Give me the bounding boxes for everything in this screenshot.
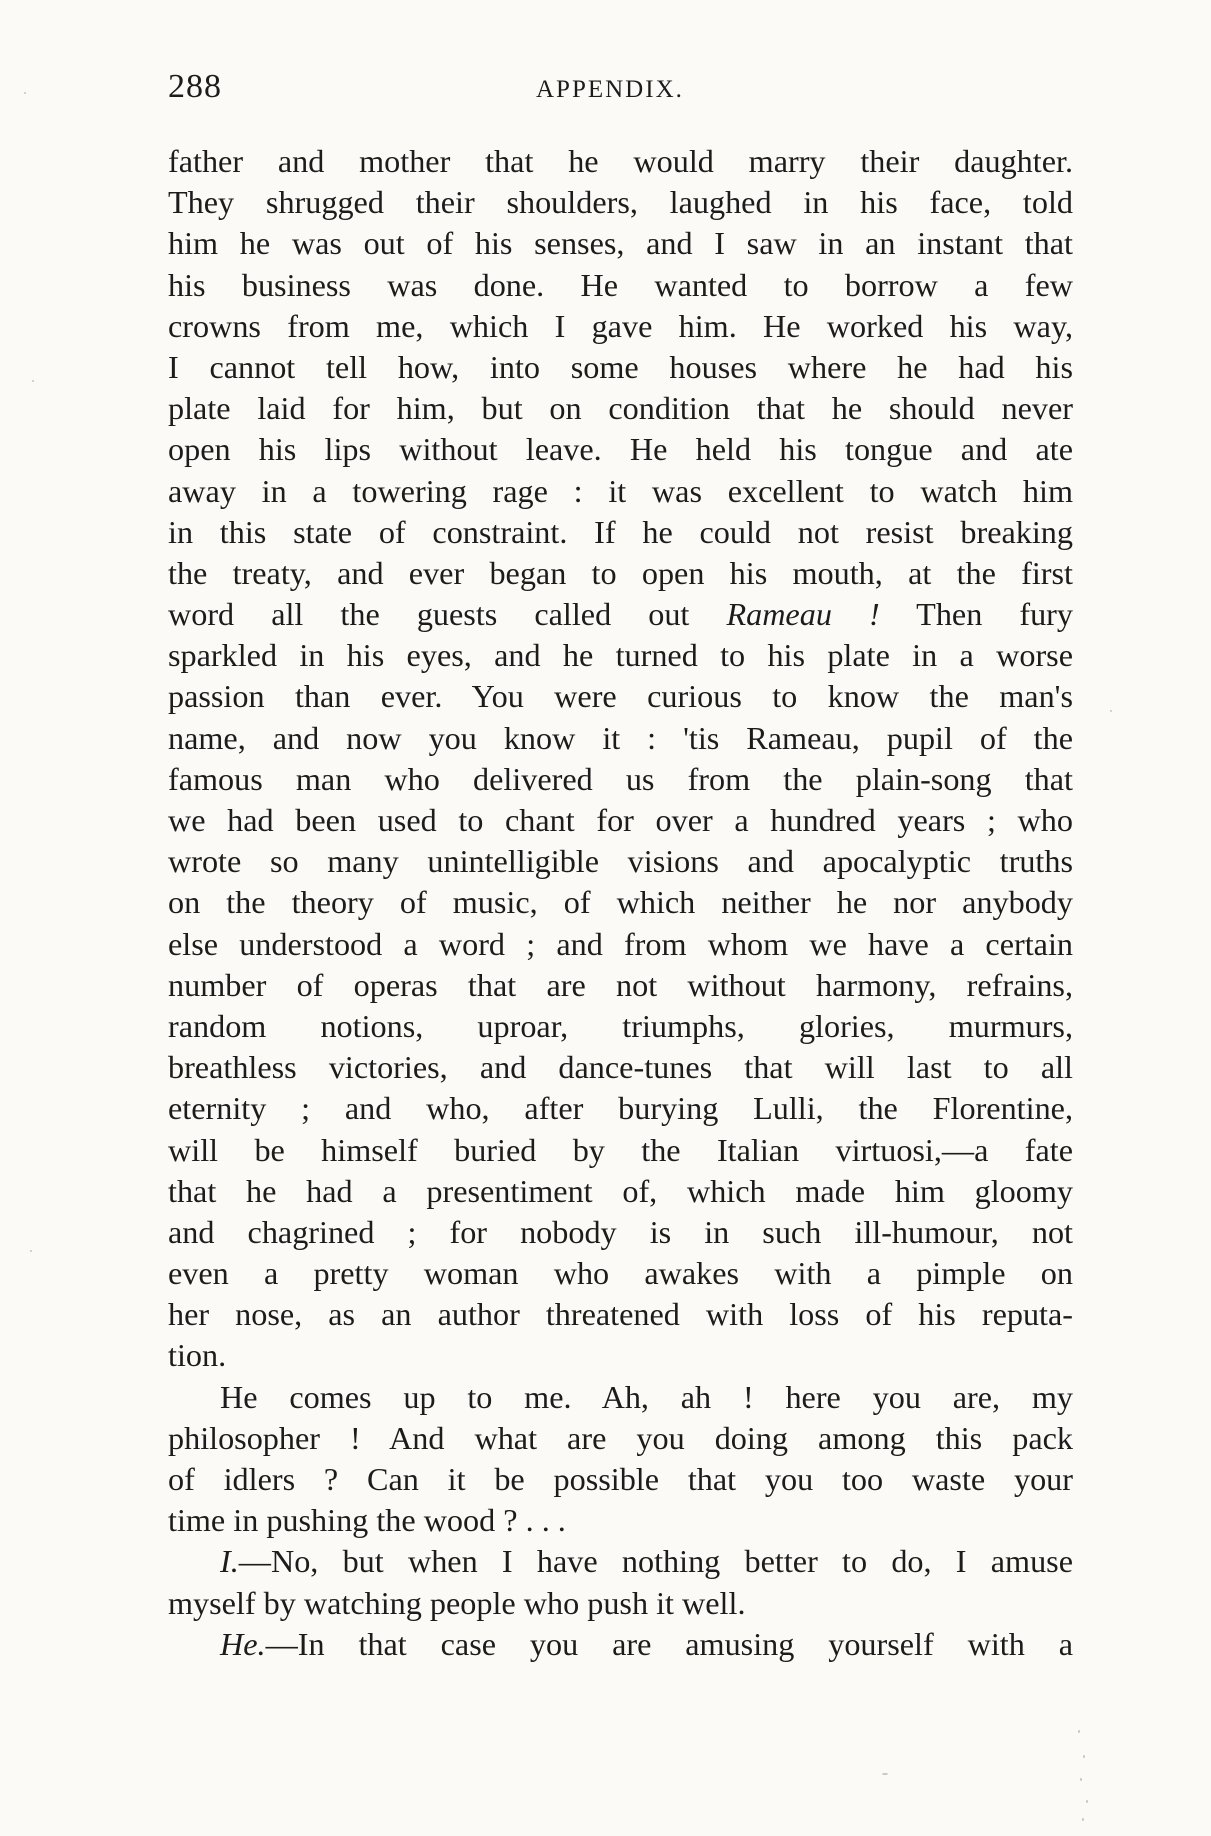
text-line: her nose, as an author threatened with loss of his reputa- <box>168 1296 1073 1333</box>
text-line: him he was out of his senses, and I saw in an instant that <box>168 225 1073 262</box>
text-line: philosopher ! And what are you doing among this pack <box>168 1419 1073 1456</box>
text-line: the treaty, and ever began to open his mouth, at the first <box>168 554 1073 591</box>
text-line: tion. <box>168 1337 227 1374</box>
paper-speck <box>1078 1730 1080 1733</box>
speech-text: —In that case you are amusing yourself with a <box>265 1625 1073 1662</box>
text-line: and chagrined ; for nobody is in such ill-humour, not <box>168 1213 1073 1250</box>
text-line: myself by watching people who push it well. <box>168 1584 746 1621</box>
text-line: name, and now you know it : 'tis Rameau, pupil of the <box>168 719 1073 756</box>
dialogue-paragraph <box>168 1624 1073 1665</box>
text-line: They shrugged their shoulders, laughed in his face, told <box>168 184 1073 221</box>
text-line: plate laid for him, but on condition that he should never <box>168 390 1073 427</box>
text-line: away in a towering rage : it was excellent to watch him <box>168 472 1073 509</box>
text-line-with-italic <box>168 594 1073 635</box>
text-line <box>168 1541 1073 1582</box>
text-line: that he had a presentiment of, which made him gloomy <box>168 1172 1073 1209</box>
text-line: we had been used to chant for over a hundred years ; who <box>168 802 1073 838</box>
text-line: time in pushing the wood ? . . . <box>168 1502 566 1539</box>
line-text-after: Then fury <box>916 596 1073 633</box>
text-line: I cannot tell how, into some houses where he had his <box>168 348 1073 385</box>
text-line: random notions, uproar, triumphs, glories, murmurs, <box>168 1007 1073 1044</box>
running-head: APPENDIX. <box>536 76 684 103</box>
paragraph <box>168 141 1073 1377</box>
paper-speck <box>32 380 34 382</box>
text-line: of idlers ? Can it be possible that you too waste your <box>168 1461 1073 1497</box>
body-text <box>168 141 1073 1665</box>
text-line: will be himself buried by the Italian virtuosi,—a fate <box>168 1131 1073 1168</box>
dialogue-paragraph <box>168 1541 1073 1623</box>
page-header <box>168 68 1073 108</box>
paper-speck <box>882 1773 888 1775</box>
text-line: father and mother that he would marry their daughter. <box>168 143 1073 179</box>
text-line: number of operas that are not without harmony, refrains, <box>168 966 1073 1003</box>
text-line: breathless victories, and dance-tunes that will last to all <box>168 1049 1073 1086</box>
text-line: He comes up to me. Ah, ah ! here you are, my <box>220 1378 1073 1415</box>
paper-speck <box>24 92 26 94</box>
paper-speck <box>30 1250 32 1252</box>
text-line: even a pretty woman who awakes with a pimple on <box>168 1255 1073 1292</box>
page-number: 288 <box>168 68 222 105</box>
speaker-label: I. <box>220 1543 239 1580</box>
italic-name-rameau: Rameau ! <box>726 596 880 633</box>
speaker-label: He. <box>220 1625 266 1662</box>
paper-speck <box>1086 1800 1088 1803</box>
text-line: famous man who delivered us from the plain-song that <box>168 760 1073 797</box>
paper-speck <box>1082 1818 1084 1821</box>
text-line: his business was done. He wanted to borrow a few <box>168 266 1073 303</box>
paper-speck <box>1083 1755 1085 1758</box>
paragraph <box>168 1377 1073 1542</box>
text-line: open his lips without leave. He held his tongue and ate <box>168 431 1073 468</box>
text-line: on the theory of music, of which neither he nor anybody <box>168 884 1073 921</box>
text-line: in this state of constraint. If he could not resist breaking <box>168 513 1073 550</box>
text-line: passion than ever. You were curious to know the man's <box>168 678 1073 715</box>
text-line: else understood a word ; and from whom we have a certain <box>168 925 1073 962</box>
text-line: crowns from me, which I gave him. He worked his way, <box>168 307 1073 344</box>
paper-speck <box>1110 710 1112 712</box>
speech-text: —No, but when I have nothing better to do, I amuse <box>238 1543 1073 1580</box>
text-line: wrote so many unintelligible visions and apocalyptic truths <box>168 843 1073 880</box>
text-line <box>168 1624 1073 1665</box>
text-line: eternity ; and who, after burying Lulli, the Florentine, <box>168 1090 1073 1127</box>
text-line: sparkled in his eyes, and he turned to his plate in a worse <box>168 637 1073 674</box>
line-text-before: word all the guests called out <box>168 596 690 633</box>
paper-speck <box>1080 1778 1082 1781</box>
